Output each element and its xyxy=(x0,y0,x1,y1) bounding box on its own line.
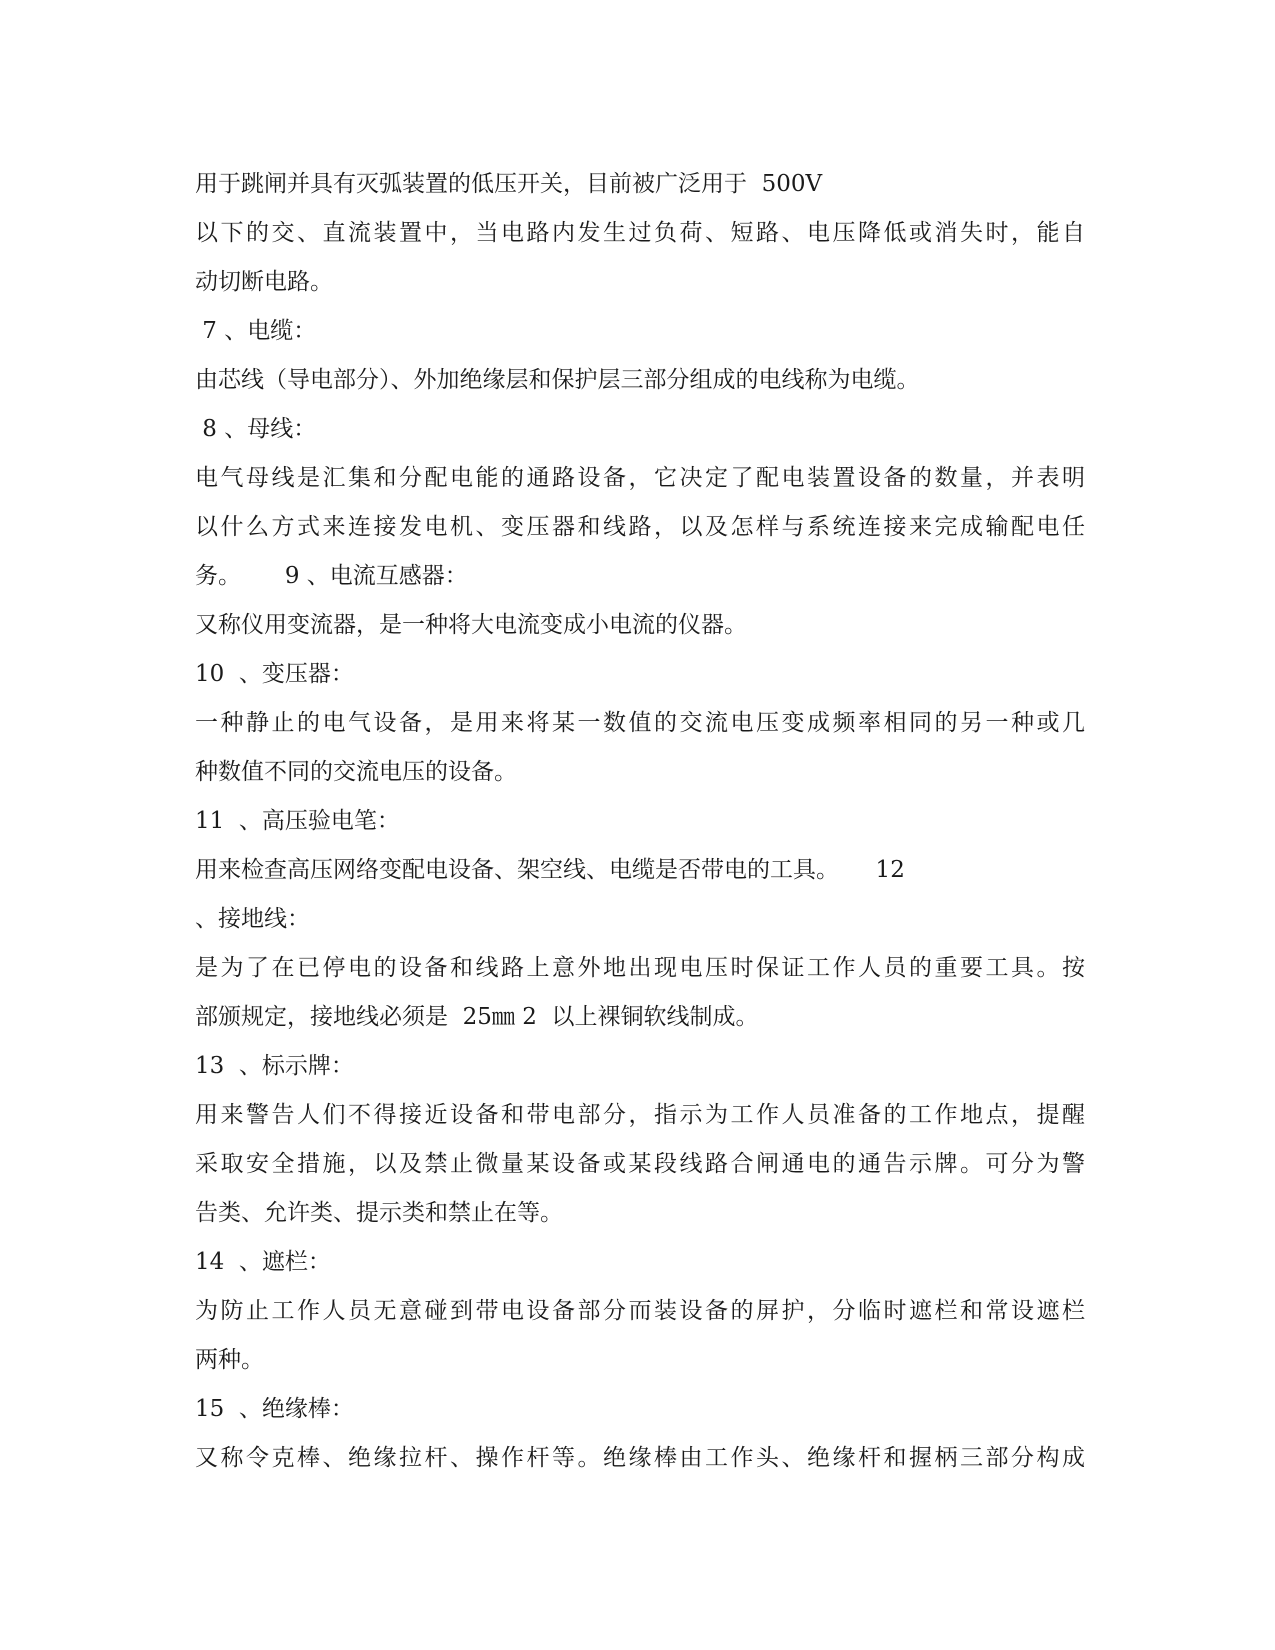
text-line: 种数值不同的交流电压的设备。 xyxy=(195,759,517,785)
section-heading: 、接地线： xyxy=(195,906,310,932)
text-line: 用来警告人们不得接近设备和带电部分，指示为工作人员准备的工作地点，提醒 xyxy=(195,1102,1085,1128)
text-line: 电气母线是汇集和分配电能的通路设备，它决定了配电装置设备的数量，并表明 xyxy=(195,465,1085,491)
text-line: 为防止工作人员无意碰到带电设备部分而装设备的屏护，分临时遮栏和常设遮栏 xyxy=(195,1298,1085,1324)
text-line: 是为了在已停电的设备和线路上意外地出现电压时保证工作人员的重要工具。按 xyxy=(195,955,1085,981)
text-line: 动切断电路。 xyxy=(195,269,333,295)
text-line: 一种静止的电气设备，是用来将某一数值的交流电压变成频率相同的另一种或几 xyxy=(195,710,1085,736)
text-line: 由芯线（导电部分）、外加绝缘层和保护层三部分组成的电线称为电缆。 xyxy=(195,367,920,393)
text-line: 用于跳闸并具有灭弧装置的低压开关，目前被广泛用于 500V xyxy=(195,171,823,197)
text-line: 务。 9 、电流互感器： xyxy=(195,563,468,589)
section-heading: 15 、绝缘棒： xyxy=(195,1396,354,1422)
text-line: 又称仪用变流器，是一种将大电流变成小电流的仪器。 xyxy=(195,612,747,638)
document-body xyxy=(195,160,1085,1483)
text-line: 告类、允许类、提示类和禁止在等。 xyxy=(195,1200,563,1226)
text-line: 两种。 xyxy=(195,1347,264,1373)
text-line: 又称令克棒、绝缘拉杆、操作杆等。绝缘棒由工作头、绝缘杆和握柄三部分构成 xyxy=(195,1445,1085,1471)
text-line: 以什么方式来连接发电机、变压器和线路，以及怎样与系统连接来完成输配电任 xyxy=(195,514,1085,540)
text-line: 以下的交、直流装置中，当电路内发生过负荷、短路、电压降低或消失时，能自 xyxy=(195,220,1085,246)
section-heading: 10 、变压器： xyxy=(195,661,354,687)
text-line: 部颁规定，接地线必须是 25㎜ 2 以上裸铜软线制成。 xyxy=(195,1004,759,1030)
text-line: 用来检查高压网络变配电设备、架空线、电缆是否带电的工具。 12 xyxy=(195,857,905,883)
text-line: 采取安全措施，以及禁止微量某设备或某段线路合闸通电的通告示牌。可分为警 xyxy=(195,1151,1085,1177)
section-heading: 8 、母线： xyxy=(195,416,317,442)
section-heading: 7 、电缆： xyxy=(195,318,317,344)
section-heading: 13 、标示牌： xyxy=(195,1053,354,1079)
section-heading: 14 、遮栏： xyxy=(195,1249,331,1275)
section-heading: 11 、高压验电笔： xyxy=(195,808,400,834)
